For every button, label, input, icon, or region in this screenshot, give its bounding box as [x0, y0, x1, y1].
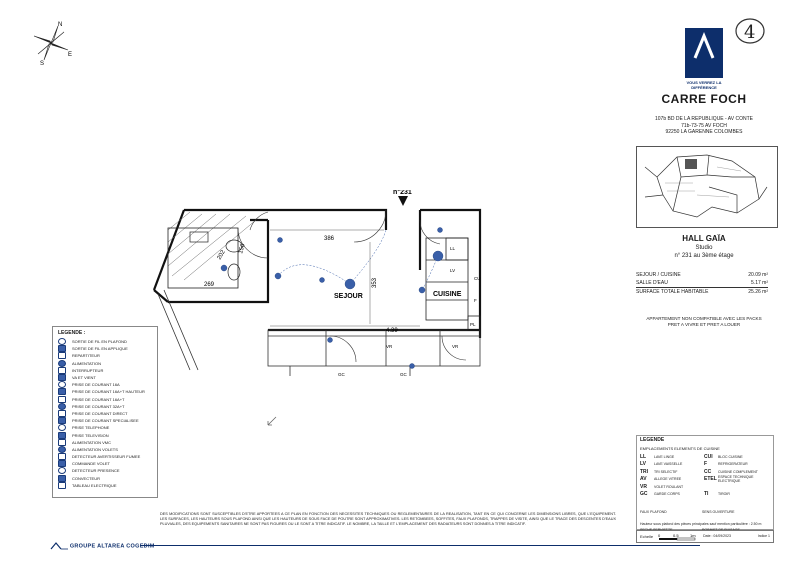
address-line: 71b-73-75 AV FOCH — [681, 122, 727, 129]
legend-item-label: ALIMENTATION VMC — [72, 439, 111, 445]
dimension-label: 202 — [216, 249, 227, 261]
ceiling-height-note: Hauteur sous plafond des pièces principales sauf mention particulière : 2.50 m — [640, 522, 762, 526]
legend-item-label: PRISE DE COURANT 32A+T — [72, 403, 125, 409]
legend-item — [58, 453, 154, 460]
kitchen-label2: TIROIR — [718, 492, 730, 497]
equipment-code: PL — [470, 322, 476, 327]
kitchen-label2: BLOC CUISINE — [718, 454, 743, 459]
kitchen-code-row — [640, 483, 770, 491]
kitchen-code: LL — [640, 453, 647, 460]
surface-label: SALLE D'EAU — [636, 280, 668, 286]
kitchen-label: VOLET ROULANT — [654, 484, 684, 489]
legend-symbol-icon — [58, 460, 66, 467]
legend-item-label: PRISE DE COURANT 16A+T — [72, 396, 125, 402]
legend-item-label: PRISE DE COURANT 16A — [72, 382, 120, 388]
floor-plan — [150, 190, 490, 380]
scale-label: Echelle — [640, 534, 654, 539]
hall-name: HALL GAÏA — [682, 234, 726, 243]
kitchen-legend-title: LEGENDE — [640, 437, 665, 443]
legend-item — [58, 475, 154, 482]
legend-symbol-icon — [58, 396, 66, 403]
kitchen-code: GC — [640, 491, 648, 498]
plan-date: Date : 04/09/2023 — [703, 534, 731, 538]
dimension-label: 386 — [324, 236, 335, 242]
address-line: 92250 LA GARENNE COLOMBES — [665, 129, 743, 135]
surface-row — [636, 279, 768, 287]
legend-item-label: DETECTEUR PRESENCE — [72, 468, 120, 474]
kitchen-symbol-label: SENS OUVERTURE — [702, 510, 735, 514]
kitchen-code: VR — [640, 483, 647, 490]
footer-brand — [50, 542, 155, 550]
legend-symbol-icon — [58, 381, 66, 388]
legend-item-label: REPARTITEUR — [72, 353, 100, 359]
brand-tagline: VOUS VERREZ LA DIFFÉRENCE — [686, 80, 722, 90]
legend-item-label: CONVECTEUR — [72, 475, 101, 481]
legend-item — [58, 381, 154, 388]
kitchen-code2: TI — [704, 491, 709, 498]
surface-value: 5.17 m² — [751, 280, 768, 286]
kitchen-label: GARDE CORPS — [654, 492, 680, 497]
legend-item — [58, 367, 154, 374]
kitchen-label2: CUISINE COMPLEMENT — [718, 469, 758, 474]
legend-symbol-icon — [58, 417, 66, 424]
legend-item — [58, 374, 154, 381]
legend-item-label: PRISE DE COURANT 16A+T HAUTEUR — [72, 389, 145, 395]
legend-item — [58, 431, 154, 438]
kitchen-code: LV — [640, 461, 647, 468]
legend-symbol-icon — [58, 439, 66, 446]
program-address — [630, 116, 778, 136]
legend-symbol-icon — [58, 360, 66, 367]
legend-item-label: PRISE TELEVISION — [72, 432, 109, 438]
handwritten-number: 4 — [744, 22, 756, 43]
packs-note-line: PRET A VIVRE ET PRET A LOUER — [667, 322, 741, 327]
dimension-label: 156 — [238, 243, 247, 255]
legend-item — [58, 352, 154, 359]
legend-item-label: PRISE DE COURANT DIRECT — [72, 410, 128, 416]
scale-tick: 0 — [658, 532, 661, 538]
disclaimer-text: DES MODIFICATIONS SONT SUSCEPTIBLES D'ETRE APPORTEES A CE PLAN EN FONCTION DES NECESSITES TECHNIQUES OU REGLEMENTAIRES DE LA REALISATION, TANT EN CE QUI CONCERNE LES DIMENSIONS LIBRES, QUE L'EQUIPEMENT. LES SURFACES, LES HAUTEURS SOUS PLAFOND AINSI QUE LES HAUTEURS DE SOUS FACE DE POUTRE SONT APPROXIMATIVES. LES RETOMBEES, SOFFITES, FAUX PLAFONDS, TRAPPES DE VISITE, AINSI QUE LE TRACE DES DESCENTES D'EAUX PLUVIALES, DES EQUIPEMENTS SANITAIRES NE SONT PAS FIGURES OU LE SONT A TITRE INDICATIF. LE NOMBRE, LA TAILLE ET L'EMPLACEMENT DES RADIATEURS SONT DONNES A TITRE INDICATIF. — [160, 512, 616, 526]
dimension-label: 353 — [372, 277, 378, 288]
compass-rose — [28, 20, 74, 66]
legend-item-label: DETECTEUR AVERTISSEUR FUMEE — [72, 454, 141, 460]
legend-item — [58, 410, 154, 417]
legend-item-label: VA ET VIENT — [72, 375, 96, 381]
legend-symbol-icon — [58, 403, 66, 410]
legend-item — [58, 424, 154, 431]
kitchen-symbol-label: SECHE SERVIETTE — [640, 528, 673, 532]
surface-total-value: 25.26 m² — [748, 289, 768, 295]
kitchen-code-row — [640, 461, 770, 469]
handwritten-number-mark — [733, 14, 767, 48]
legend-item-label: PRISE TELEPHONE — [72, 425, 110, 431]
legend-item — [58, 360, 154, 367]
legend-symbol-icon — [58, 345, 66, 352]
legend-item — [58, 460, 154, 467]
footer-rule — [140, 545, 700, 546]
kitchen-label2: REFRIGERATEUR — [718, 462, 748, 467]
room-label-sejour: SEJOUR — [334, 293, 363, 300]
room-label-cuisine: CUISINE — [433, 291, 462, 298]
unit-type: Studio — [695, 245, 713, 251]
kitchen-code-row — [640, 491, 770, 499]
kitchen-code2: ETEL — [704, 476, 717, 483]
surface-total-row — [636, 287, 768, 296]
legend-item — [58, 396, 154, 403]
surface-value: 20.09 m² — [748, 272, 768, 278]
legend-symbol-icon — [58, 388, 66, 395]
kitchen-label: TRI SELECTIF — [654, 469, 678, 474]
legend-item-label: SORTIE DE FIL EN APPLIQUE — [72, 346, 128, 352]
entry-arrow-icon — [398, 196, 408, 206]
legend-item — [58, 417, 154, 424]
surface-total-label: SURFACE TOTALE HABITABLE — [636, 289, 709, 295]
legend-symbol-icon — [58, 475, 66, 482]
logo-chevron-icon — [685, 28, 723, 64]
legend-item — [58, 482, 154, 489]
scale-tick: 1m — [690, 532, 696, 538]
direction-mark-icon — [266, 414, 278, 426]
key-map — [636, 146, 778, 228]
kitchen-code-row — [640, 453, 770, 461]
legend-item-label: SORTIE DE FIL EN PLAFOND — [72, 339, 127, 345]
scale-tick: 0.5 — [673, 532, 679, 538]
legend-symbol-icon — [58, 338, 66, 345]
legend-symbol-icon — [58, 482, 66, 489]
program-name: CARRE FOCH — [661, 92, 747, 106]
kitchen-label: ALLEGE VITREE — [654, 477, 682, 482]
equipment-code: GC — [400, 372, 407, 377]
plan-index: Indice 1 — [757, 534, 770, 538]
surfaces-table — [636, 271, 768, 296]
legend-symbol-icon — [58, 424, 66, 431]
kitchen-label: LAVE VAISSELLE — [654, 462, 683, 467]
dimension-label: 269 — [204, 282, 215, 288]
dimension-label: 4.39 — [386, 328, 398, 334]
legend-item-label: COMMANDE VOLET — [72, 461, 111, 467]
kitchen-code2: F — [704, 461, 708, 468]
surface-label: SEJOUR / CUISINE — [636, 272, 681, 278]
lot-floor: n° 231 au 3ème étage — [674, 253, 734, 259]
legend-item-label: INTERRUPTEUR — [72, 367, 104, 373]
packs-note — [630, 316, 778, 328]
scale-bar — [657, 532, 699, 542]
brand-logo — [685, 28, 754, 78]
legend-symbol-icon — [58, 374, 66, 381]
kitchen-symbol-label: FAUX PLAFOND — [640, 510, 667, 514]
electrical-legend-items — [58, 338, 154, 489]
brand-name: COGEDIM — [730, 68, 754, 74]
legend-item-label: ALIMENTATION — [72, 360, 101, 366]
legend-item — [58, 467, 154, 474]
kitchen-label2: ESPACE TECHNIQUE ELECTRIQUE — [718, 475, 754, 484]
compass-east: E — [68, 52, 73, 58]
scale-box — [636, 530, 774, 543]
surface-row — [636, 271, 768, 279]
footer-logo-icon — [50, 542, 68, 550]
equipment-code: GC — [338, 372, 345, 377]
kitchen-code2: CC — [704, 468, 712, 475]
kitchen-code-row — [640, 476, 770, 484]
legend-item — [58, 439, 154, 446]
legend-symbol-icon — [58, 446, 66, 453]
equipment-code: LV — [450, 268, 456, 273]
lot-label: n°231 — [393, 190, 412, 196]
legend-item — [58, 345, 154, 352]
legend-item — [58, 338, 154, 345]
kitchen-legend-intro: EMPLACEMENTS ELEMENTS DE CUISINE — [640, 446, 720, 451]
legend-symbol-icon — [58, 453, 66, 460]
address-line: 107b BD DE LA REPUBLIQUE - AV CONTE — [655, 116, 753, 122]
legend-item — [58, 388, 154, 395]
legend-item — [58, 403, 154, 410]
equipment-code: LL — [450, 246, 456, 251]
legend-symbol-icon — [58, 367, 66, 374]
legend-item-label: PRISE DE COURANT SPECIALISEE — [72, 418, 139, 424]
kitchen-code2: CUI — [704, 453, 713, 460]
equipment-code: VR — [386, 344, 393, 349]
legend-symbol-icon — [58, 410, 66, 417]
legend-symbol-icon — [58, 352, 66, 359]
packs-note-line: APPARTEMENT NON COMPATIBLE AVEC LES PACKS — [646, 316, 762, 321]
legend-item-label: TABLEAU ELECTRIQUE — [72, 482, 117, 488]
kitchen-legend-codes — [640, 453, 770, 498]
kitchen-label: LAVE LINGE — [654, 454, 675, 459]
kitchen-symbol-label: ROBINET DE PUISAGE — [702, 528, 740, 532]
kitchen-code: AV — [640, 476, 647, 483]
legend-symbol-icon — [58, 467, 66, 474]
equipment-code: F — [474, 298, 477, 303]
legend-item-label: ALIMENTATION VOLETS — [72, 446, 118, 452]
kitchen-code: TRI — [640, 468, 649, 475]
legend-symbol-icon — [58, 432, 66, 439]
equipment-code: CU — [474, 276, 481, 281]
equipment-code: VR — [452, 344, 459, 349]
compass-south: S — [40, 61, 45, 66]
compass-north: N — [58, 22, 63, 28]
electrical-legend-title: LEGENDE : — [58, 330, 86, 336]
legend-item — [58, 446, 154, 453]
footer-group-name: GROUPE ALTAREA COGEDIM — [69, 543, 155, 550]
